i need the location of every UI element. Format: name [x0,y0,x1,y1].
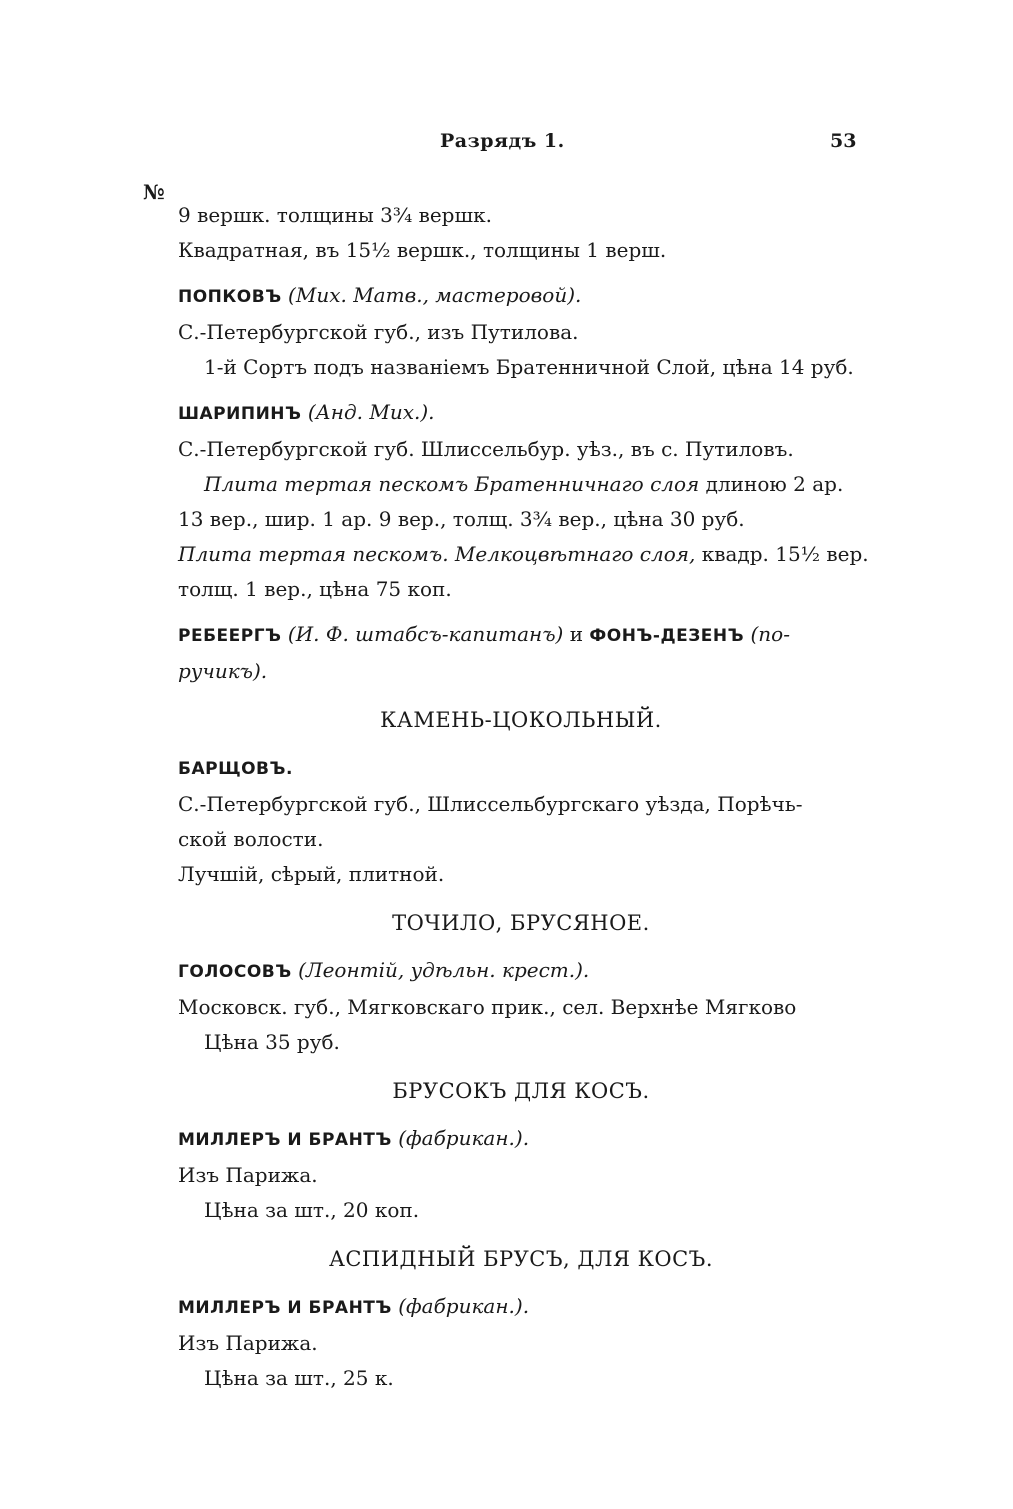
exhibit-item: Лучшій, сѣрый, плитной. [178,862,445,886]
exhibitor-location: С.-Петербургской губ., Шлиссельбургскаго уѣзда, Порѣчь- [178,792,803,816]
entry-golosov [178,953,864,990]
exhibit-item: Цѣна 35 руб. [204,1030,340,1054]
section-heading-kamen: КАМЕНЬ-ЦОКОЛЬНЫЙ. [380,708,662,732]
exhibit-item: Цѣна за шт., 25 к. [204,1366,394,1390]
item-dimensions: квадр. 15½ вер. [701,542,869,566]
item-dimensions: длиною 2 ар. [705,472,844,496]
entry-miller-brant-1 [178,1121,864,1158]
item-description: Плита тертая пескомъ Братенничнаго слоя [204,472,700,496]
section-heading-aspid: АСПИДНЫЙ БРУСЪ, ДЛЯ КОСЪ. [328,1247,714,1271]
exhibitor-detail-2: (по- [750,622,790,646]
exhibit-item: Цѣна за шт., 20 коп. [204,1198,420,1222]
entry-sharipin [178,395,864,432]
conjunction: и [569,622,584,646]
continued-line-1: 9 вершк. толщины 3³⁄₄ вершк. [178,203,492,227]
number-column-sign: № [143,180,165,204]
page-number: 53 [830,130,857,152]
exhibit-item-2-cont: толщ. 1 вер., цѣна 75 коп. [178,577,452,601]
item-description: Плита тертая пескомъ. Мелкоцвѣтнаго слоя, [178,542,696,566]
exhibitor-location: Изъ Парижа. [178,1163,318,1187]
exhibitor-name: ШАРИПИНЪ [178,404,302,424]
exhibit-item: 1-й Сортъ подъ названіемъ Братенничной Слой, цѣна 14 руб. [204,355,854,379]
page-body [178,198,869,1396]
section-heading-brusok: БРУСОКЪ ДЛЯ КОСЪ. [392,1079,650,1103]
exhibitor-detail: (фабрикан.). [398,1126,530,1150]
exhibitor-detail: (фабрикан.). [398,1294,530,1318]
section-heading-tochilo: ТОЧИЛО, БРУСЯНОЕ. [392,911,650,935]
running-header: Разрядъ 1. [440,130,565,152]
exhibitor-name: МИЛЛЕРЪ И БРАНТЪ [178,1298,392,1318]
exhibitor-detail: (Леонтій, удѣльн. крест.). [298,958,590,982]
exhibitor-detail: (Анд. Мих.). [307,400,435,424]
exhibitor-name-2: ФОНЪ-ДЕЗЕНЪ [589,626,745,646]
exhibitor-detail-cont: ручикъ). [178,659,268,683]
exhibitor-detail: (Мих. Матв., мастеровой). [288,283,582,307]
entry-reberg [178,617,864,654]
continued-line-2: Квадратная, въ 15½ вершк., толщины 1 верш. [178,238,667,262]
exhibit-item-2 [178,537,869,572]
exhibitor-location: С.-Петербургской губ. Шлиссельбур. уѣз., въ с. Путиловъ. [178,437,794,461]
entry-popkov [178,278,864,315]
exhibit-item-1-cont: 13 вер., шир. 1 ар. 9 вер., толщ. 3³⁄₄ вер., цѣна 30 руб. [178,507,745,531]
exhibitor-name: РЕБЕЕРГЪ [178,626,282,646]
exhibit-item-1 [178,467,864,502]
entry-miller-brant-2 [178,1289,864,1326]
exhibitor-location: Московск. губ., Мягковскаго прик., сел. Верхнѣе Мягково [178,995,797,1019]
exhibitor-name: ГОЛОСОВЪ [178,962,292,982]
exhibitor-name: БАРЩОВЪ. [178,759,293,779]
exhibitor-detail: (И. Ф. штабсъ-капитанъ) [287,622,564,646]
exhibitor-location: С.-Петербургской губ., изъ Путилова. [178,320,579,344]
exhibitor-name: ПОПКОВЪ [178,287,282,307]
entry-barshchov [178,750,864,787]
exhibitor-location-cont: ской волости. [178,827,324,851]
exhibitor-name: МИЛЛЕРЪ И БРАНТЪ [178,1130,392,1150]
exhibitor-location: Изъ Парижа. [178,1331,318,1355]
